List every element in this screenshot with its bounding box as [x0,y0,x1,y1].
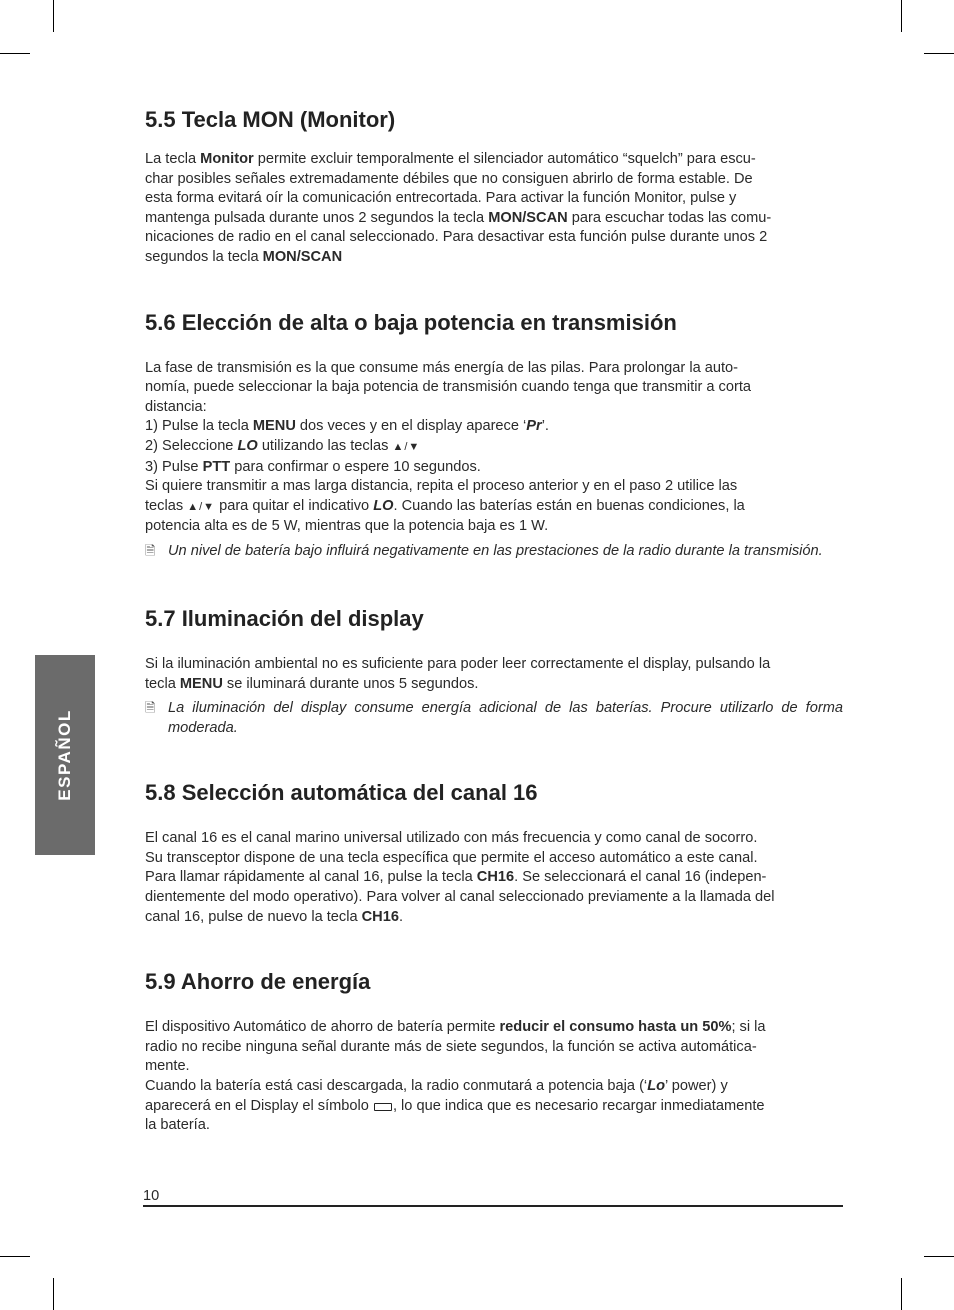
up-down-arrow-icon: ▲/▼ [392,440,421,453]
section-title: 5.8 Selección automática del canal 16 [145,780,538,806]
section-title: 5.7 Iluminación del display [145,605,424,631]
paragraph: El dispositivo Automático de ahorro de batería permite reducir el consumo hasta un 50%; si la radio no recibe ninguna señal durante más de siete segundos, la función se activa automática- mente. Cuando la batería está casi descargada, la radio conmutará a potencia baja (‘Lo’ power) y aparecerá en el Display el símbolo , lo que indica que es necesario recargar inmediatamente la batería. [145,1019,766,1134]
crop-mark [901,0,902,32]
battery-low-icon [374,1103,392,1111]
note-text: La iluminación del display consume energía adicional de las baterías. Procure utilizarlo de forma moderada. [168,700,843,736]
crop-mark [0,53,30,54]
section-5-9 [145,967,843,1136]
note-icon: 🗎 [145,542,156,558]
crop-mark [901,1278,902,1310]
paragraph: La tecla Monitor permite excluir temporalmente el silenciador automático “squelch” para escu- char posibles señales extremadamente débiles que no consiguen abrirlo de forma estable. De esta forma evitará oír la comunicación entrecortada. Para activar la función Monitor, pulse y mantenga pulsada durante unos 2 segundos la tecla MON/SCAN para escuchar todas las comu- nicaciones de radio en el canal seleccionado. Para desactivar esta función pulse durante unos 2 segundos la tecla MON/SCAN [145,151,772,265]
crop-mark [53,0,54,32]
note [145,699,843,738]
section-5-5 [145,105,843,268]
note-icon: 🗎 [145,700,156,716]
crop-mark [0,1256,30,1257]
note [145,542,843,564]
language-label: ESPAÑOL [55,709,74,801]
footer-rule [143,1205,843,1207]
paragraph: El canal 16 es el canal marino universal utilizado con más frecuencia y como canal de socorro. Su transceptor dispone de una tecla específica que permite el acceso automático a este canal. Para llamar rápidamente al canal 16, pulse la tecla CH16. Se seleccionará el canal 16 (indepen- dientemente del modo operativo). Para volver al canal seleccionado previamente a la llamada del canal 16, pulse de nuevo la tecla CH16. [145,830,775,925]
section-title: 5.6 Elección de alta o baja potencia en transmisión [145,309,677,335]
language-side-tab [35,655,95,855]
page-content [145,105,843,1136]
page-number: 10 [143,1188,160,1204]
section-5-6 [145,308,843,564]
note-text: Un nivel de batería bajo influirá negativamente en las prestaciones de la radio durante la transmisión. [168,542,823,559]
crop-mark [924,1256,954,1257]
section-5-8 [145,778,843,927]
up-down-arrow-icon: ▲/▼ [187,500,216,513]
crop-mark [53,1278,54,1310]
page-footer [143,1187,843,1207]
crop-mark [924,53,954,54]
section-title: 5.9 Ahorro de energía [145,969,371,995]
paragraph: La fase de transmisión es la que consume más energía de las pilas. Para prolongar la auto- nomía, puede seleccionar la baja potencia de transmisión cuando tenga que transmitir a corta distancia: 1) Pulse la tecla MENU dos veces y en el display aparece ‘Pr’. 2) Seleccione LO utilizando las teclas ▲/▼ 3) Pulse PTT para confirmar o espere 10 segundos. Si quiere transmitir a mas larga distancia, repita el proceso anterior y en el paso 2 utilice las teclas ▲/▼ para quitar el indicativo LO. Cuando las baterías están en buenas condiciones, la potencia alta es de 5 W, mientras que la potencia baja es 1 W. [145,359,752,535]
paragraph: Si la iluminación ambiental no es suficiente para poder leer correctamente el display, pulsando la tecla MENU se iluminará durante unos 5 segundos. [145,655,771,692]
section-5-7 [145,604,843,738]
section-title: 5.5 Tecla MON (Monitor) [145,107,396,132]
